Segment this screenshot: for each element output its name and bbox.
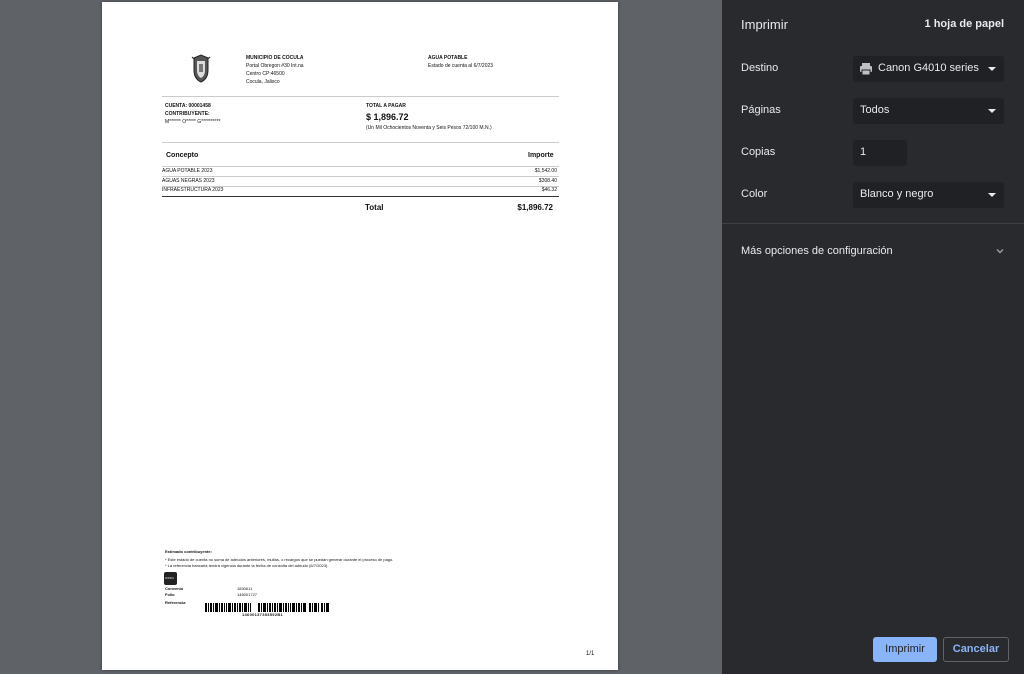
taxpayer-label: CONTRIBUYENTE: [165,111,210,117]
notice-title: Estimado contribuyente: [165,549,212,554]
concept-header: Concepto [166,152,199,159]
service-name: AGUA POTABLE [428,55,468,61]
destination-value: Canon G4010 series [878,62,979,74]
total-due-label: TOTAL A PAGAR [366,103,406,109]
destination-select[interactable] [853,56,1004,82]
statement-date: Estado de cuenta al 6/7/2023 [428,63,494,69]
total-due-words: (Un Mil Ochocientos Noventa y Seis Pesos 72/100 M.N.) [366,125,492,131]
chevron-down-icon[interactable] [995,246,1005,256]
cancel-button[interactable]: Cancelar [943,637,1009,662]
dropdown-arrow-icon [988,109,996,113]
printer-icon [859,62,873,76]
row-amount: $46.32 [541,187,557,193]
print-button[interactable]: Imprimir [873,637,937,662]
convenio-value: 1830611 [237,586,253,591]
notice-line-1: * Este estado de cuenta no suma de adeudos anteriores, multas, o recargos que se puedan generar durante el proceso de pago. [165,557,394,562]
address-line-1: Portal Obregon #30 Int.na [246,63,304,69]
color-select[interactable] [853,182,1004,208]
destination-label: Destino [741,62,779,74]
row-concept: INFRAESTRUCTURA 2023 [162,187,224,193]
row-amount: $1,542.00 [534,168,557,174]
total-row-amount: $1,896.72 [517,203,553,212]
copies-label: Copias [741,146,776,158]
print-title: Imprimir [741,17,788,32]
taxpayer-name: M****** O***** G********** [165,119,221,125]
row-amount: $308.40 [538,178,557,184]
divider [162,176,559,177]
row-concept: AGUAS NEGRAS 2023 [162,178,215,184]
page-counter: 1/1 [586,651,595,657]
row-concept: AGUA POTABLE 2023 [162,168,213,174]
referencia-label: Referencia [165,600,186,605]
notice-line-2: * La referencia bancaria tendrá vigencia durante la fecha de consulta del adeudo (6/7/2023). [165,563,329,568]
dropdown-arrow-icon [988,193,996,197]
municipality-name: MUNICIPIO DE COCULA [246,55,304,61]
copies-value: 1 [860,146,867,158]
pages-select[interactable] [853,98,1004,124]
total-row-label: Total [365,203,384,212]
pages-value: Todos [860,104,890,116]
color-value: Blanco y negro [860,188,934,200]
dropdown-arrow-icon [988,67,996,71]
bank-logo-text: OXXO [165,576,174,580]
convenio-label: Convenio [165,586,184,591]
sheet-count: 1 hoja de papel [924,18,1004,30]
bank-logo-icon [164,572,177,585]
preview-page [102,2,618,670]
copies-input[interactable] [853,140,907,166]
divider [162,196,559,197]
account-number: CUENTA: 00001458 [165,103,211,109]
color-label: Color [741,188,768,200]
folio-value: 146001727 [237,592,258,597]
municipality-crest-icon [190,54,212,84]
pages-label: Páginas [741,104,781,116]
divider [162,96,559,97]
amount-header: Importe [528,152,554,159]
print-settings-panel [722,0,1024,674]
address-line-3: Cocula, Jalisco [246,79,280,85]
total-due-amount: $ 1,896.72 [366,112,409,122]
barcode-number: 14600137353592B1 [242,612,284,617]
divider [162,166,559,167]
folio-label: Folio [165,592,175,597]
barcode-image [205,603,329,612]
divider [722,223,1024,224]
more-settings-toggle[interactable]: Más opciones de configuración [741,245,893,257]
address-line-2: Centro CP:46500 [246,71,285,77]
divider [162,142,559,143]
